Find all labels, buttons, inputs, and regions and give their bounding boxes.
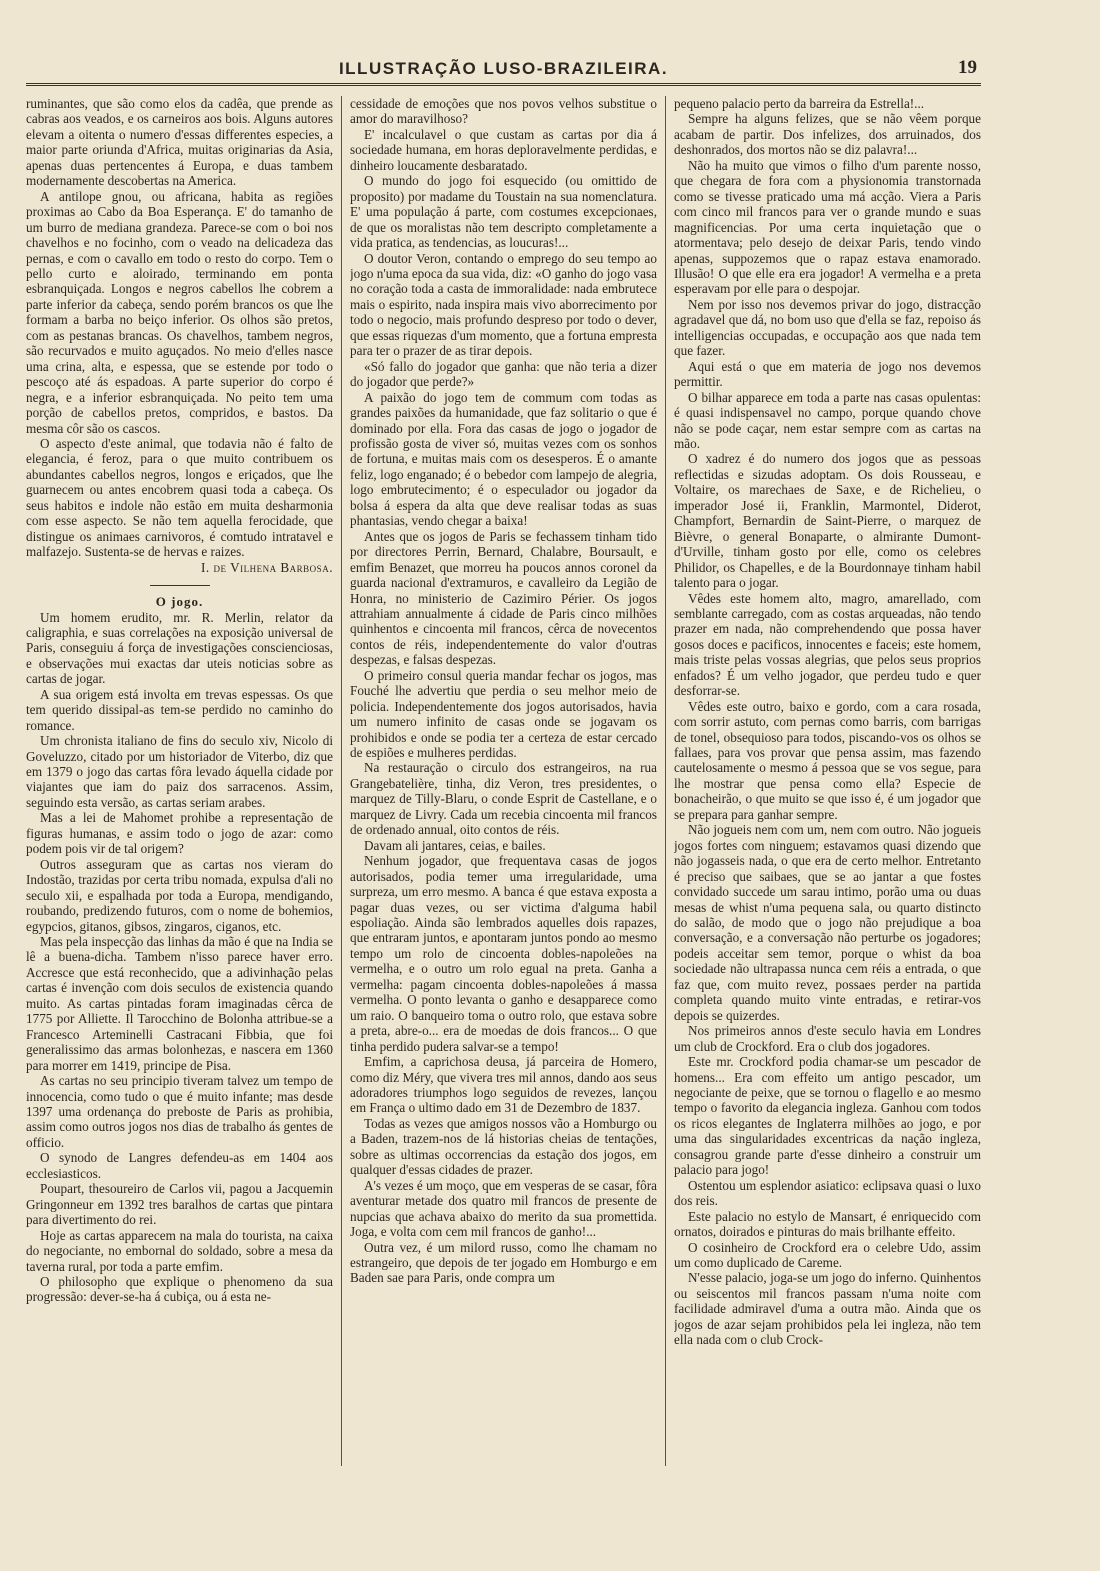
- paragraph: pequeno palacio perto da barreira da Estrella!...: [674, 96, 925, 111]
- paragraph: ruminantes, que são como elos da cadêa, que prende as cabras aos veados, e os carneiros aos bois. Alguns autores elevam a oitenta o numero d'essas differentes especies, a maior parte oriunda d'Africa, muitas originarias da Asia, apenas duas pertencentes á Europa, e duas tambem modernamente descobertas na America.: [26, 96, 333, 189]
- paragraph: O aspecto d'este animal, que todavia não é falto de elegancia, é feroz, para o que muito contribuem os abundantes cabellos negros, longos e eriçados, que lhe guarnecem ou antes encobrem quasi toda a cabeça. Os seus habitos e indole não estão em muita desharmonia com esse aspecto. Se não tem aquella ferocidade, que distingue os animaes carnivoros, é comtudo intratavel e malfazejo. Sustenta-se de hervas e raizes.: [26, 435, 333, 560]
- paragraph: Um homem erudito, mr. R. Merlin, relator da caligraphia, e suas correlações na exposição universal de Paris, conseguiu á força de investigações conscienciosas, e observações mui exactas dar uteis noticias sobre as cartas de jogar.: [26, 609, 333, 687]
- paragraph: Hoje as cartas apparecem na mala do tourista, na caixa do negociante, no embornal do soldado, sobre a mesa da taverna rural, por toda a parte emfim.: [26, 1227, 333, 1274]
- column-divider: [665, 96, 666, 1466]
- paragraph: Não ha muito que vimos o filho d'um parente nosso, que chegara de fora com a physionomia transtornada como se tivesse praticado uma má acção. Viera a Paris com cinco mil francos para ver o grande mundo e suas magnificencias. Por uma certa inquietação que o atormentava; pelo desejo de deixar Paris, tendo vindo apenas, suppozemos que o rapaz estava enamorado. Illusão! O que elle era era jogador! A vermelha e a preta esperavam por elle para o despojar.: [674, 157, 981, 297]
- paragraph: Poupart, thesoureiro de Carlos vii, pagou a Jacquemin Gringonneur em 1392 tres baralhos de cartas que pintara para divertimento do rei.: [26, 1181, 333, 1228]
- paragraph: Não jogueis nem com um, nem com outro. Não jogueis jogos fortes com ninguem; estavamos quasi dizendo que não jogasseis nada, o que era de certo melhor. Entretanto é preciso que saibaes, que se ao jantar a que fostes convidado succede um sarau intimo, porão uma ou duas mesas de whist n'uma pequena sala, ou quarto distincto do salão, de modo que o jogo não prejudique a boa conversação, e a conversação não perturbe os jogadores; podeis acceitar sem temor, porque o whist da boa sociedade não ultrapassa nunca cem réis a entrada, o que faz que, com muito revez, possaes perder na partida completa quando muito vinte entradas, e retirar-vos depois se quizerdes.: [674, 822, 981, 1023]
- page-number: 19: [958, 57, 977, 78]
- paragraph: Todas as vezes que amigos nossos vão a Homburgo ou a Baden, trazem-nos de lá historias cheias de tentações, sobre as ultimas occorrencias da estação dos jogos, em qualquer d'essas cidades de prazer.: [350, 1115, 657, 1178]
- paragraph: O xadrez é do numero dos jogos que as pessoas reflectidas e sizudas adoptam. Os dois Rousseau, e Voltaire, os marechaes de Saxe, e de Richelieu, o imperador José ii, Franklin, Marmontel, Diderot, Champfort, Bernardin de Saint-Pierre, o marquez de Bièvre, o general Bonaparte, o almirante Dumont-d'Urville, tinham gosto por elle, como os celebres Philidor, os Chapelles, e de la Bourdonnaye tinham habil talento para o jogar.: [674, 451, 981, 591]
- paragraph: Davam ali jantares, ceias, e bailes.: [364, 837, 546, 853]
- section-divider: [150, 585, 210, 586]
- paragraph: Nem por isso nos devemos privar do jogo, distracção agradavel que dá, no bom uso que d'ella se faz, repoiso ás intelligencias occupadas, e occupação aos que nada tem que fazer.: [674, 296, 981, 359]
- paragraph: Nenhum jogador, que frequentava casas de jogos autorisados, podia temer uma irregularidade, uma surpreza, um erro mesmo. A banca é que estava exposta a pagar duas vezes, ou ser victima d'alguma habil espoliação. Ainda são lembrados aquelles dois rapazes, que entraram juntos, e apontaram juntos pondo ao mesmo tempo um rolo de cincoenta dobles-napoleões na vermelha, e o outro um rolo egual na preta. Ganha a vermelha: pagam cincoenta dobles-napoleões á massa vermelha. O ponto levanta o ganho e desapparece como um raio. O banqueiro toma o outro rolo, que estava sobre a preta, abre-o... era de moedas de dois francos... O que tinha perdido pudera salvar-se a tempo!: [350, 853, 657, 1054]
- paragraph: Emfim, a caprichosa deusa, já parceira de Homero, como diz Méry, que vivera tres mil annos, dando aos seus adoradores triumphos logo seguidos de revezes, lançou em França o ultimo dado em 31 de Dezembro de 1837.: [350, 1054, 657, 1116]
- paragraph: Um chronista italiano de fins do seculo xiv, Nicolo di Goveluzzo, citado por um historiador de Viterbo, diz que em 1379 o jogo das cartas fôra levado áquella cidade por viajantes que iam do paiz dos sarracenos. Assim, seguindo esta versão, as cartas seriam arabes.: [26, 733, 333, 810]
- paragraph: A sua origem está involta em trevas espessas. Os que tem querido dissipal-as tem-se perdido no caminho do romance.: [26, 686, 333, 733]
- paragraph: Ostentou um esplendor asiatico: eclipsava quasi o luxo dos reis.: [674, 1177, 981, 1209]
- paragraph: O synodo de Langres defendeu-as em 1404 aos ecclesiasticos.: [26, 1150, 333, 1181]
- paragraph: Vêdes este homem alto, magro, amarellado, com semblante carregado, com as costas arqueadas, não tendo prazer em nada, não comprehendendo que possa haver gosos doces e pacificos, innocentes e faceis; este homem, mais triste pelas vossas alegrias, que pelos seus proprios enfados? É um velho jogador, que perdeu tudo e quer desforrar-se.: [674, 590, 981, 699]
- paragraph: O mundo do jogo foi esquecido (ou omittido de proposito) por madame du Toustain na sua nomenclatura. E' uma população á parte, com costumes excepcionaes, de que os moralistas não tem descripto completamente a vida pratica, as tendencias, as loucuras!...: [350, 173, 657, 251]
- column-3: [674, 96, 981, 1466]
- paragraph: Nos primeiros annos d'este seculo havia em Londres um club de Crockford. Era o club dos jogadores.: [674, 1023, 981, 1054]
- paragraph: O doutor Veron, contando o emprego do seu tempo ao jogo n'uma epoca da sua vida, diz: «O ganho do jogo vasa no coração toda a casta de immoralidade: nada embrutece mais o espirito, nada inspira mais vivo aborrecimento por todo o negocio, mais profundo despreso por todo o dever, que essas riquezas d'um momento, que a fortuna empresta para ter o prazer de as tirar depois.: [350, 250, 657, 359]
- paragraph: Aqui está o que em materia de jogo nos devemos permittir.: [674, 358, 981, 390]
- paragraph: O primeiro consul queria mandar fechar os jogos, mas Fouché lhe advertiu que perdia o seu melhor meio de policia. Independentemente dos jogos autorisados, havia um numero infinito de casas onde se jogavam os prohibidos e onde se podia ter a certeza de estar cercado de espiões e mulheres perdidas.: [350, 667, 657, 761]
- column-1: [26, 96, 333, 1466]
- paragraph: As cartas no seu principio tiveram talvez um tempo de innocencia, como tudo o que é muito infante; mas desde 1397 uma ordenança do preboste de Paris as prohibia, assim como outros jogos nos dias de trabalho ás gentes de officio.: [26, 1073, 333, 1150]
- paragraph: O cosinheiro de Crockford era o celebre Udo, assim um como duplicado de Careme.: [674, 1239, 981, 1270]
- column-divider: [341, 96, 342, 1466]
- paragraph: Outra vez, é um milord russo, como lhe chamam no estrangeiro, que depois de ter jogado em Homburgo e em Baden sae para Paris, onde compra um: [350, 1239, 657, 1286]
- column-2: [350, 96, 657, 1466]
- paragraph: Mas pela inspecção das linhas da mão é que na India se lê a buena-dicha. Tambem n'isso parece haver erro. Accresce que está reconhecido, que a adivinhação pelas cartas é invenção com dois seculos de existencia quando muito. As cartas pintadas foram imaginadas cêrca de 1775 por Alliette. Il Tarocchino de Bolonha attribue-se a Francesco Arteminelli Castracani Fibbia, que foi generalissimo das armas bolonhezas, e nascera em 1360 para morrer em 1419, principe de Pisa.: [26, 934, 333, 1073]
- paragraph: cessidade de emoções que nos povos velhos substitue o amor do maravilhoso?: [350, 96, 657, 127]
- paragraph: N'esse palacio, joga-se um jogo do inferno. Quinhentos ou seiscentos mil francos passam n'uma noite com facilidade admiravel d'uma a outra mão. Ainda que os jogos de azar sejam prohibidos pela lei ingleza, não tem ella nada com o club Crock-: [674, 1270, 981, 1348]
- paragraph: A's vezes é um moço, que em vesperas de se casar, fôra aventurar metade dos quatro mil francos de presente de nupcias que achava abaixo do merito da sua promettida. Joga, e volta com cem mil francos de ganho!...: [350, 1177, 657, 1240]
- article-signature: I. de Vilhena Barbosa.: [201, 559, 333, 575]
- paragraph: Outros asseguram que as cartas nos vieram do Indostão, trazidas por certa tribu nomada, expulsa d'ali no seculo xii, e espalhada por toda a Europa, mendigando, roubando, predizendo futuros, com o nome de bohemios, egypcios, gitanos, gibsos, zingaros, ciganos, etc.: [26, 856, 333, 934]
- paragraph: Na restauração o circulo dos estrangeiros, na rua Grangebatelière, tinha, diz Veron, tres presidentes, o marquez de Tilly-Blaru, o conde Esprit de Castellane, e o marquez de Livry. Cada um recebia cincoenta mil francos de ordenado annual, oito contos de réis.: [350, 760, 657, 838]
- paragraph: A antilope gnou, ou africana, habita as regiões proximas ao Cabo da Boa Esperança. E' do tamanho de um burro de mediana grandeza. Parece-se com o boi nos chavelhos e no focinho, com o veado na delicadeza das pernas, e com o cavallo em todo o resto do corpo. Tem o pello curto e aloirado, terminando em ponta esbranquiçada. Longos e negros cabellos lhe cobrem a parte inferior da cabeça, sendo porém brancos os que lhe formam a barba no beiço inferior. Os olhos são pretos, com as pestanas brancas. Os chavelhos, tambem negros, são recurvados e muito aguçados. No meio d'elles nasce uma crina, alta, e espessa, que se estende por todo o pescoço até ás espadoas. A parte superior do corpo é negra, e a inferior esbranquiçada. No peito tem uma porção de cabellos pretos, compridos, e bastos. Da mesma côr são os cascos.: [26, 188, 333, 436]
- page-header: [26, 55, 981, 86]
- paragraph: O philosopho que explique o phenomeno da sua progressão: dever-se-ha á cubiça, ou á esta ne-: [26, 1273, 333, 1305]
- paragraph: Antes que os jogos de Paris se fechassem tinham tido por directores Perrin, Bernard, Chalabre, Boursault, e emfim Benazet, que morreu ha poucos annos coronel da guarda nacional d'extramuros, e cavalleiro da Legião de Honra, no ministerio de Cazimiro Périer. Os jogos attrahiam annualmente á cidade de Paris cinco milhões quinhentos e cincoenta mil francos, cêrca de novecentos contos de réis, independentemente do valor d'outras despezas, e falsas despezas.: [350, 528, 657, 668]
- paragraph: O bilhar apparece em toda a parte nas casas opulentas: é quasi indispensavel no campo, porque quando chove não se pode caçar, nem estar sempre com as cartas na mão.: [674, 389, 981, 451]
- paragraph: Mas a lei de Mahomet prohibe a representação de figuras humanas, e assim todo o jogo de azar: como podem pois vir de tal origem?: [26, 810, 333, 857]
- paragraph: A paixão do jogo tem de commum com todas as grandes paixões da humanidade, que faz solitario o que é dominado por ella. Fora das casas de jogo o jogador de profissão gosta de viver só, muitas vezes com os sonhos de fortuna, e muitas mais com os desesperos. É o amante feliz, logo enganado; é o bebedor com lampejo de alegria, logo embrutecimento; é o especulador ou jogador da bolsa á espera da alta que deve realisar todas as suas phantasias, vendo chegar a baixa!: [350, 389, 657, 529]
- paragraph: Este mr. Crockford podia chamar-se um pescador de homens... Era com effeito um antigo pescador, um negociante de peixe, que se tornou o flagello e ao mesmo tempo o favorito da elegancia ingleza. Ganhou com todos os ricos elegantes de Inglaterra milhões ao jogo, e por uma das singularidades excentricas da nação ingleza, consagrou grande parte d'esse dinheiro a construir um palacio para jogo!: [674, 1054, 981, 1178]
- masthead-title: ILLUSTRAÇÃO LUSO-BRAZILEIRA.: [338, 59, 669, 78]
- paragraph: «Só fallo do jogador que ganha: que não teria a dizer do jogador que perde?»: [350, 358, 657, 390]
- paragraph: Este palacio no estylo de Mansart, é enriquecido com ornatos, doirados e pinturas do mais brilhante effeito.: [674, 1208, 981, 1240]
- text-columns: [26, 96, 981, 1466]
- paragraph: Sempre ha alguns felizes, que se não vêem porque acabam de partir. Dos infelizes, dos arruinados, dos deshonrados, dos mortos não se diz palavra!...: [674, 111, 981, 158]
- paragraph: E' incalculavel o que custam as cartas por dia á sociedade humana, em horas deploravelmente perdidas, e dinheiro loucamente desbaratado.: [350, 126, 657, 173]
- section-title: O jogo.: [155, 594, 204, 610]
- paragraph: Vêdes este outro, baixo e gordo, com a cara rosada, com sorrir astuto, com pernas como barris, com barrigas de tonel, obsequioso para todos, piscando-vos os olhos se fallaes, para vos provar que pensa assim, mas fazendo cautelosamente o mesmo á pessoa que se vos segue, para lhe mostrar que pensa como ella? Especie de bonacheirão, o que muito se que isso é, é um jogador que se prepara para ganhar sempre.: [674, 698, 981, 822]
